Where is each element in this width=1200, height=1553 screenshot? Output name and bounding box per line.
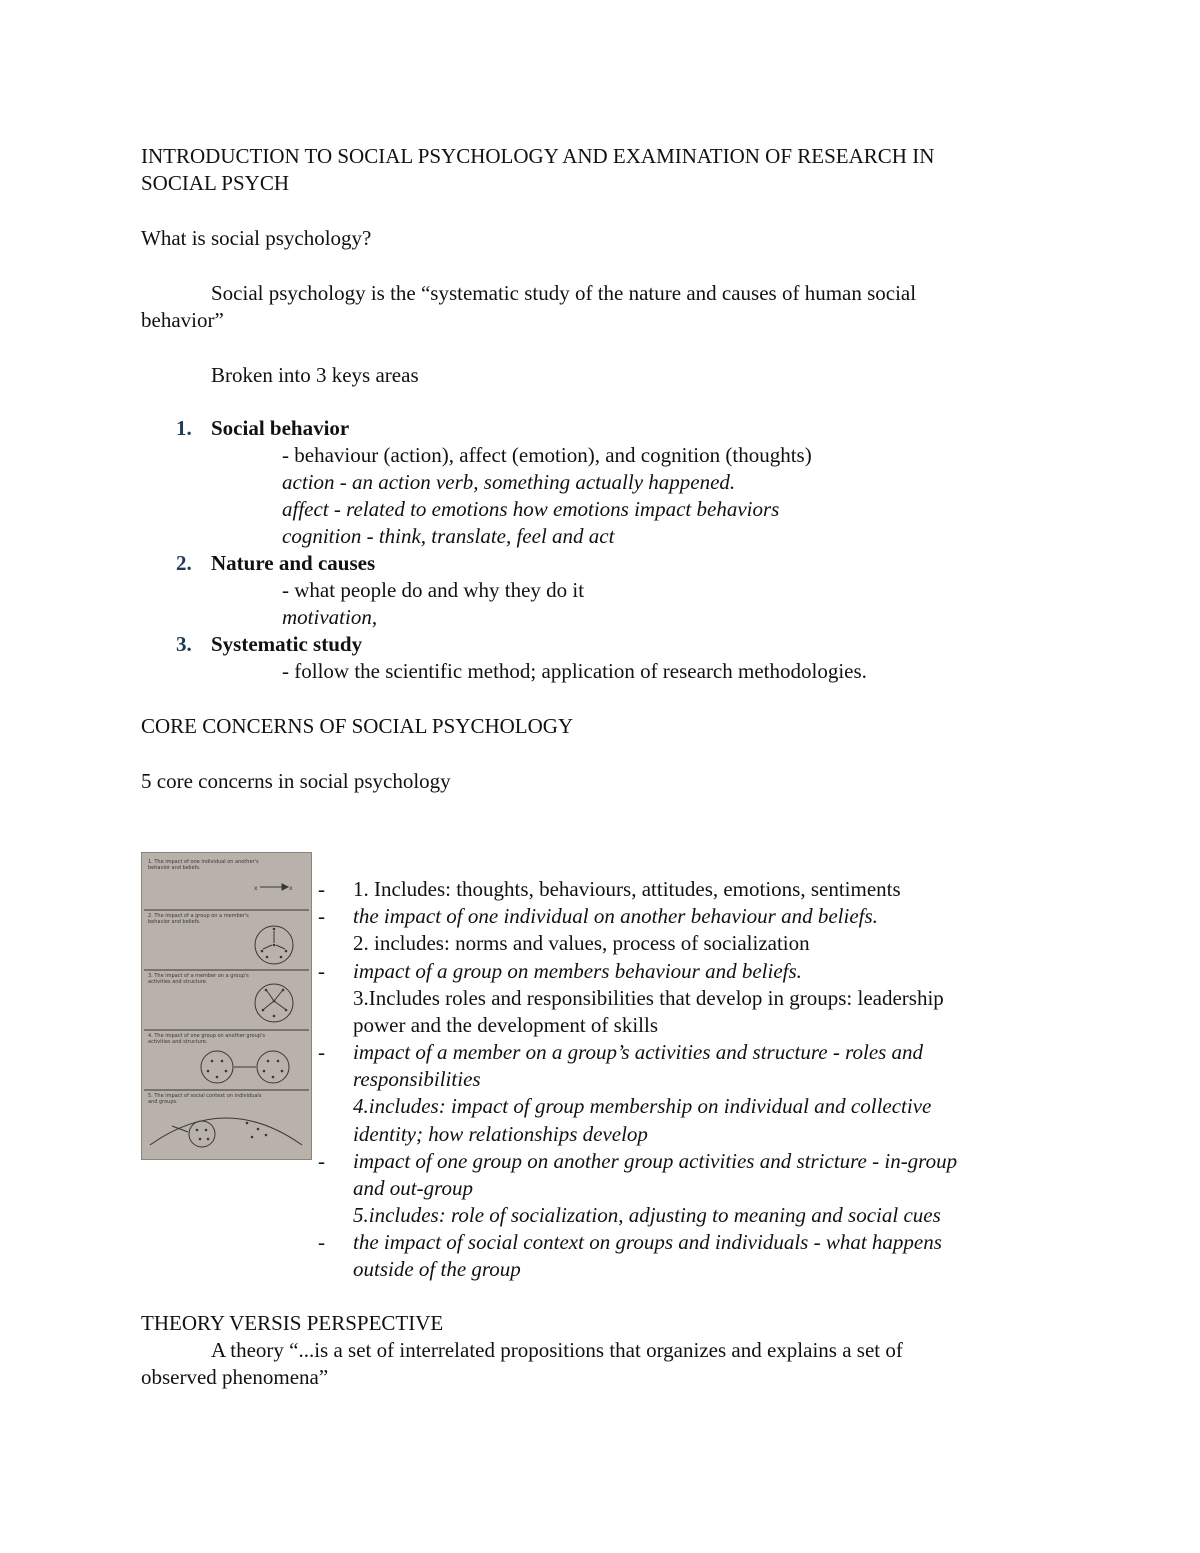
key-area-line: motivation,	[282, 605, 378, 629]
figure-label-4: 4. The impact of one group on another group's activities and structure.	[148, 1033, 265, 1045]
figure-label-3: 3. The impact of a member on a group's activities and structure.	[148, 973, 249, 985]
bullet-dash: -	[318, 877, 325, 901]
concern-line: outside of the group	[353, 1257, 521, 1281]
concern-line: 5.includes: role of socialization, adjusting to meaning and social cues	[353, 1203, 941, 1227]
list-number-3: 3.	[176, 632, 192, 656]
figure-label-2: 2. The impact of a group on a member's behavior and beliefs.	[148, 913, 249, 925]
theory-heading: THEORY VERSIS PERSPECTIVE	[141, 1311, 444, 1335]
key-area-line: cognition - think, translate, feel and act	[282, 524, 615, 548]
concern-line: 3.Includes roles and responsibilities that develop in groups: leadership	[353, 986, 944, 1010]
concern-line: impact of a member on a group’s activities and structure - roles and	[353, 1040, 924, 1064]
core-concerns-figure	[141, 852, 312, 1160]
concern-line: 4.includes: impact of group membership on individual and collective	[353, 1094, 932, 1118]
core-concerns-heading: CORE CONCERNS OF SOCIAL PSYCHOLOGY	[141, 714, 574, 738]
figure-label-5: 5. The impact of social context on individuals and groups.	[148, 1093, 262, 1105]
list-number-2: 2.	[176, 551, 192, 575]
svg-text:x: x	[289, 885, 293, 892]
key-area-heading-social-behavior: Social behavior	[211, 416, 350, 440]
concern-line: 1. Includes: thoughts, behaviours, attitudes, emotions, sentiments	[353, 877, 901, 901]
theory-line-2: observed phenomena”	[141, 1365, 329, 1389]
concern-line: identity; how relationships develop	[353, 1122, 648, 1146]
concern-line: impact of one group on another group activities and stricture - in-group	[353, 1149, 958, 1173]
concern-line: impact of a group on members behaviour and beliefs.	[353, 959, 802, 983]
bullet-dash: -	[318, 1149, 325, 1173]
concern-line: 2. includes: norms and values, process of socialization	[353, 931, 810, 955]
doc-title-line-2: SOCIAL PSYCH	[141, 171, 290, 195]
concern-line: and out-group	[353, 1176, 473, 1200]
concern-line: power and the development of skills	[353, 1013, 659, 1037]
definition-line-2: behavior”	[141, 308, 224, 332]
key-area-line: - what people do and why they do it	[282, 578, 585, 602]
bullet-dash: -	[318, 1230, 325, 1254]
broken-into-text: Broken into 3 keys areas	[211, 363, 419, 387]
bullet-dash: -	[318, 904, 325, 928]
key-area-line: - follow the scientific method; application of research methodologies.	[282, 659, 867, 683]
key-area-heading-systematic-study: Systematic study	[211, 632, 363, 656]
bullet-dash: -	[318, 959, 325, 983]
concern-line: responsibilities	[353, 1067, 481, 1091]
list-number-1: 1.	[176, 416, 192, 440]
core-concerns-intro: 5 core concerns in social psychology	[141, 769, 451, 793]
definition-line-1: Social psychology is the “systematic study of the nature and causes of human social	[211, 281, 917, 305]
question-heading: What is social psychology?	[141, 226, 372, 250]
doc-title-line-1: INTRODUCTION TO SOCIAL PSYCHOLOGY AND EXAMINATION OF RESEARCH IN	[141, 144, 935, 168]
key-area-line: - behaviour (action), affect (emotion), and cognition (thoughts)	[282, 443, 812, 467]
concern-line: the impact of social context on groups and individuals - what happens	[353, 1230, 942, 1254]
figure-diagram	[142, 853, 311, 1159]
figure-label-1: 1. The impact of one individual on another's behavior and beliefs.	[148, 859, 259, 871]
concern-line: the impact of one individual on another behaviour and beliefs.	[353, 904, 878, 928]
bullet-dash: -	[318, 1040, 325, 1064]
key-area-line: affect - related to emotions how emotions impact behaviors	[282, 497, 780, 521]
theory-line-1: A theory “...is a set of interrelated propositions that organizes and explains a set of	[211, 1338, 903, 1362]
svg-text:x: x	[254, 885, 258, 892]
key-area-heading-nature-causes: Nature and causes	[211, 551, 376, 575]
key-area-line: action - an action verb, something actually happened.	[282, 470, 736, 494]
